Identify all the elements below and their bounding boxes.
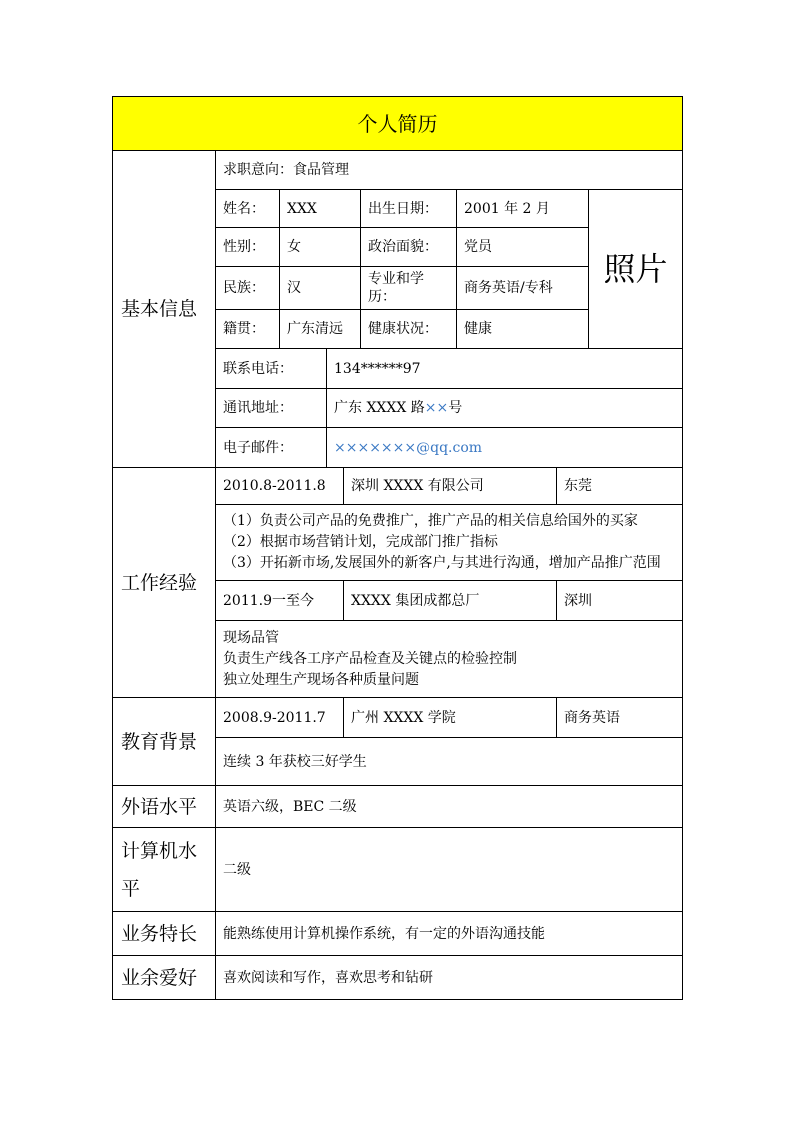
work-1-duties: [216, 505, 682, 581]
work-1-period: 2010.8-2011.8: [216, 468, 344, 505]
address-prefix: 广东 XXXX 路: [334, 400, 425, 416]
address-mark: ××: [424, 400, 449, 416]
work-1-city: 东莞: [557, 468, 682, 505]
computer-level: 二级: [216, 828, 682, 912]
section-education: 教育背景: [113, 698, 216, 786]
address-label: 通讯地址：: [216, 389, 327, 428]
resume-table: [112, 96, 683, 1000]
section-work-experience: 工作经验: [113, 468, 216, 698]
major-label-line2: 历：: [368, 289, 396, 305]
work-2-duty: 独立处理生产现场各种质量问题: [223, 671, 419, 688]
origin-label: 籍贯：: [216, 310, 280, 349]
language-level: 英语六级，BEC 二级: [216, 786, 682, 828]
phone-label: 联系电话：: [216, 349, 327, 389]
work-2-period: 2011.9一至今: [216, 581, 344, 621]
edu-honor: 连续 3 年获校三好学生: [216, 738, 682, 786]
section-computer-line1: 计算机水: [121, 839, 198, 862]
work-1-duty: （2）根据市场营销计划，完成部门推广指标: [223, 534, 498, 550]
work-2-duty: 负责生产线各工序产品检查及关键点的检验控制: [223, 650, 517, 667]
section-skills: 业务特长: [113, 912, 216, 956]
birth-label: 出生日期：: [361, 190, 457, 228]
work-1-duty: （3）开拓新市场,发展国外的新客户,与其进行沟通，增加产品推广范围: [223, 555, 661, 571]
job-objective: 求职意向：食品管理: [216, 151, 682, 190]
photo-placeholder: 照片: [589, 190, 682, 349]
section-hobby: 业余爱好: [113, 956, 216, 999]
edu-school: 广州 XXXX 学院: [344, 698, 557, 738]
health-value: 健康: [457, 310, 589, 349]
section-computer-line2: 平: [121, 877, 141, 900]
health-label: 健康状况：: [361, 310, 457, 349]
email-label: 电子邮件：: [216, 428, 327, 468]
ethnicity-label: 民族：: [216, 267, 280, 310]
work-2-company: XXXX 集团成都总厂: [344, 581, 557, 621]
name-value: XXX: [280, 190, 361, 228]
origin-value: 广东清远: [280, 310, 361, 349]
section-basic-info: 基本信息: [113, 151, 216, 468]
work-1-company: 深圳 XXXX 有限公司: [344, 468, 557, 505]
gender-value: 女: [280, 228, 361, 267]
email-link[interactable]: ×××××××@qq.com: [327, 428, 682, 468]
ethnicity-value: 汉: [280, 267, 361, 310]
edu-major: 商务英语: [557, 698, 682, 738]
hobby-text: 喜欢阅读和写作，喜欢思考和钻研: [223, 969, 433, 986]
work-2-duties: [216, 621, 682, 698]
gender-label: 性别：: [216, 228, 280, 267]
political-label: 政治面貌：: [361, 228, 457, 267]
work-2-duty: 现场品管: [223, 629, 279, 646]
major-value: 商务英语/专科: [457, 267, 589, 310]
name-label: 姓名：: [216, 190, 280, 228]
skills-text: 能熟练使用计算机操作系统，有一定的外语沟通技能: [216, 912, 682, 956]
resume-title: 个人简历: [113, 97, 682, 151]
birth-value: 2001 年 2 月: [457, 190, 589, 228]
section-computer: [113, 828, 216, 912]
address-suffix: 号: [448, 400, 463, 416]
phone-value: 134******97: [327, 349, 682, 389]
major-label: [361, 267, 457, 310]
political-value: 党员: [457, 228, 589, 267]
work-2-city: 深圳: [557, 581, 682, 621]
section-language: 外语水平: [113, 786, 216, 828]
major-label-line1: 专业和学: [368, 271, 424, 287]
edu-period: 2008.9-2011.7: [216, 698, 344, 738]
address-value: [327, 389, 682, 428]
work-1-duty: （1）负责公司产品的免费推广，推广产品的相关信息给国外的买家: [223, 513, 638, 529]
